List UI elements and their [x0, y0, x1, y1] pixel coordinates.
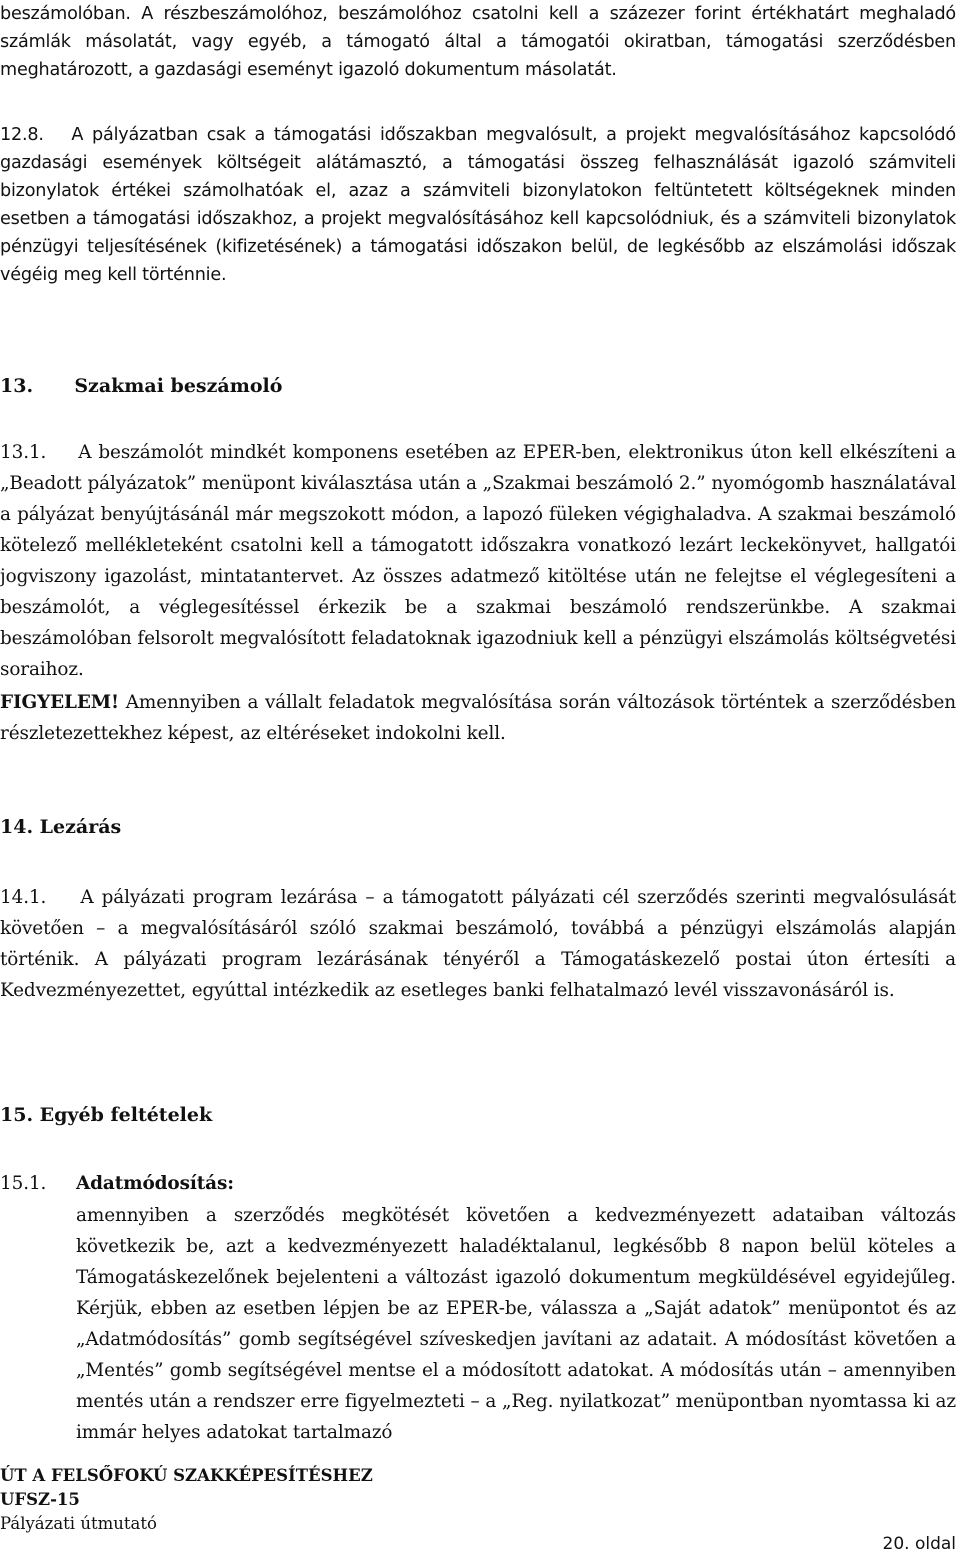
section-12-8-text: A pályázatban csak a támogatási időszakban megvalósult, a projekt megvalósításához kapcsolódó gazdasági események költségeit alátámasztó, a támogatási összeg felhasználását igazoló számviteli bizonylatok értékei számolhatóak el, azaz a számviteli bizonylatokon feltüntetett költségeknek minden esetben a támogatási időszakhoz, a projekt megvalósításához kell kapcsolódniuk, és a számviteli bizonylatok pénzügyi teljesítésének (kifizetésének) a támogatási időszakon belül, de legkésőbb az elszámolási időszak végéig meg kell történnie. — [0, 125, 956, 285]
section-15-1-text: amennyiben a szerződés megkötését követően a kedvezményezett adataiban változás következik be, azt a kedvezményezett haladéktalanul, legkésőbb 8 napon belül köteles a Támogatáskezelőnek bejelenteni a változást igazoló dokumentum megküldésével egyidejűleg. Kérjük, ebben az esetben lépjen be az EPER-be, válassza a „Saját adatok” menüpontot és az „Adatmódosítás” gomb segítségével szíveskedjen javítani az adatait. A módosítást követően a „Mentés” gomb segítségével mentse el a módosított adatokat. A módosítás után – amennyiben mentés után a rendszer erre figyelmezteti – a „Reg. nyilatkozat” menüpontban nyomtassa ki az immár helyes adatokat tartalmazó — [76, 1205, 956, 1443]
section-12-8-paragraph — [0, 121, 956, 289]
footer-program-code: UFSZ-15 — [0, 1490, 80, 1509]
footer-program-title: ÚT A FELSŐFOKÚ SZAKKÉPESÍTÉSHEZ — [0, 1466, 373, 1485]
section-12-8-number: 12.8. — [0, 125, 44, 145]
section-15-1-paragraph — [76, 1200, 956, 1448]
section-15-heading — [0, 1100, 212, 1130]
section-14-heading — [0, 812, 121, 842]
footer-document-name: Pályázati útmutató — [0, 1514, 157, 1533]
section-13-1-number: 13.1. — [0, 442, 47, 463]
section-14-1-text: A pályázati program lezárása – a támogatott pályázati cél szerződés szerinti megvalósulását követően – a megvalósításáról szóló szakmai beszámoló, továbbá a pénzügyi elszámolás alapján történik. A pályázati program lezárásának tényéről a Támogatáskezelő postai úton értesíti a Kedvezményezettet, egyúttal intézkedik az esetleges banki felhatalmazó levél visszavonásáról is. — [0, 887, 956, 1001]
intro-paragraph — [0, 0, 956, 84]
warning-paragraph — [0, 687, 956, 749]
section-14-title: 14. Lezárás — [0, 816, 122, 838]
section-13-1-text: A beszámolót mindkét komponens esetében az EPER-ben, elektronikus úton kell elkészíteni a „Beadott pályázatok” menüpont kiválasztása után a „Szakmai beszámoló 2.” nyomógomb használatával a pályázat benyújtásánál már megszokott módon, a lapozó füleken végighaladva. A szakmai beszámoló kötelező mellékleteként csatolni kell a támogatott időszakra vonatkozó lezárt leckekönyvet, hallgatói jogviszony igazolást, mintatantervet. Az összes adatmező kitöltése után ne felejtse el véglegesíteni a beszámolót, a véglegesítéssel érkezik be a szakmai beszámoló rendszerünkbe. A szakmai beszámolóban felsorolt megvalósított feladatoknak igazodniuk kell a pénzügyi elszámolás költségvetési soraihoz. — [0, 442, 956, 680]
intro-text: beszámolóban. A részbeszámolóhoz, beszámolóhoz csatolni kell a százezer forint értékhatárt meghaladó számlák másolatát, vagy egyéb, a támogató által a támogatói okiratban, támogatási szerződésben meghatározott, a gazdasági eseményt igazoló dokumentum másolatát. — [0, 4, 956, 80]
section-15-1-number: 15.1. — [0, 1173, 47, 1194]
section-13-number: 13. — [0, 375, 34, 397]
section-14-1-number: 14.1. — [0, 887, 47, 908]
section-15-1-heading — [0, 1168, 46, 1199]
section-15-title: 15. Egyéb feltételek — [0, 1104, 213, 1126]
warning-text: Amennyiben a vállalt feladatok megvalósítása során változások történtek a szerződésben részletezettekhez képest, az eltéréseket indokolni kell. — [0, 692, 957, 744]
warning-label: FIGYELEM! — [0, 692, 119, 713]
section-14-1-paragraph — [0, 882, 956, 1006]
section-13-1-paragraph — [0, 437, 956, 685]
page-number: 20. oldal — [882, 1534, 956, 1554]
section-13-title: Szakmai beszámoló — [74, 375, 283, 397]
section-15-1-title: Adatmódosítás: — [76, 1173, 234, 1194]
section-13-heading — [0, 371, 282, 401]
